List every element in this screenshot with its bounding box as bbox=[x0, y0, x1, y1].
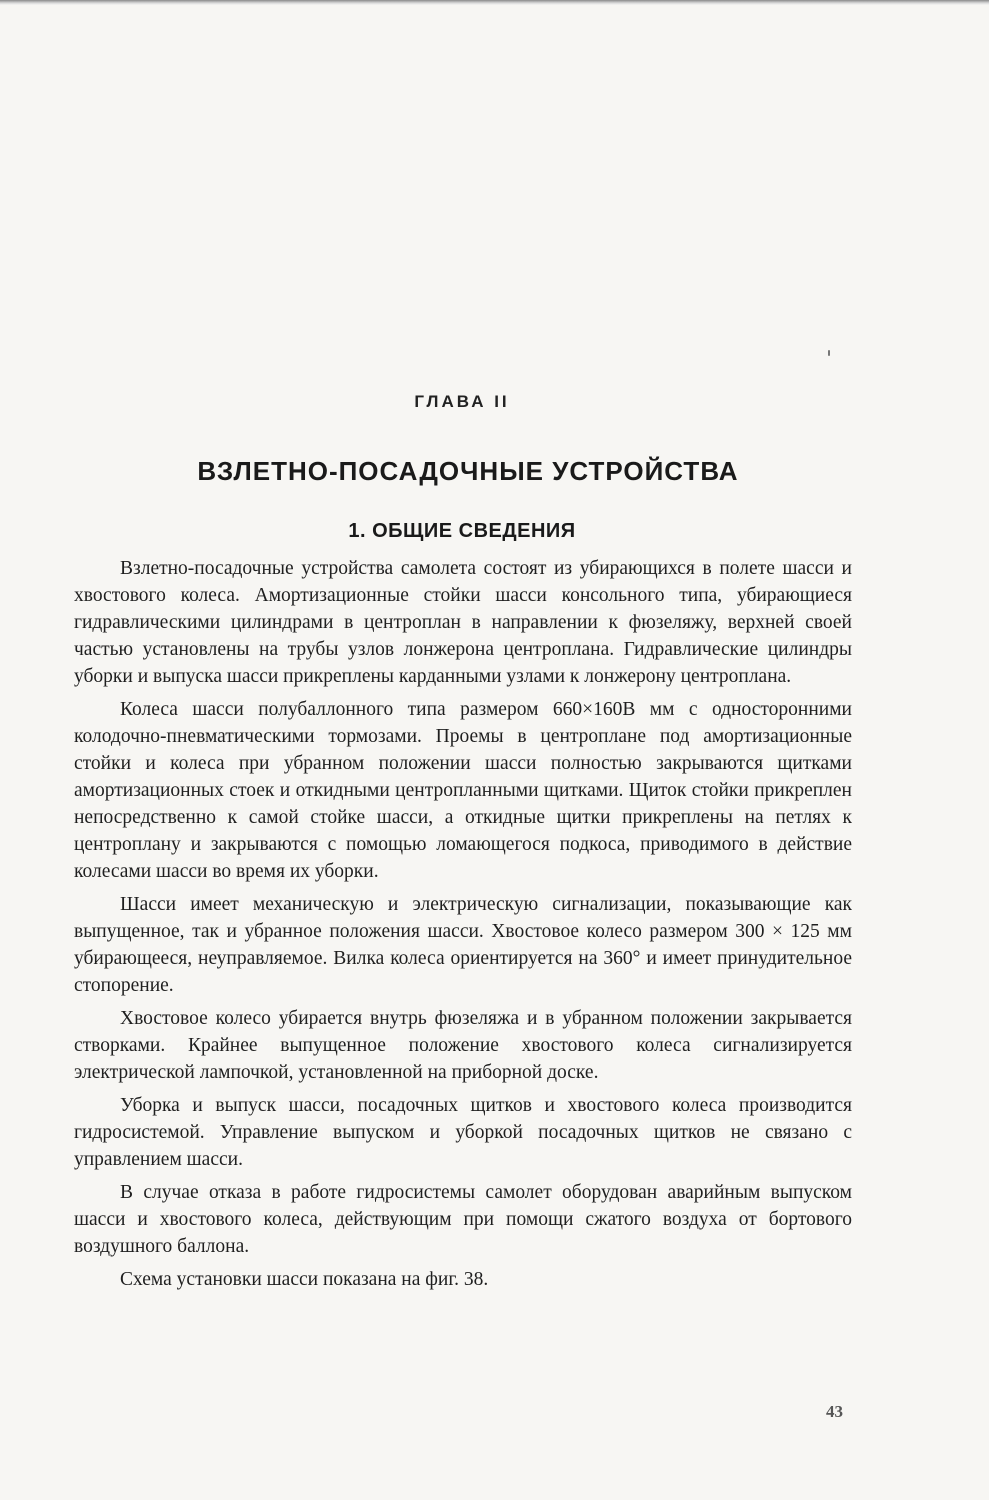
paragraph: Хвостовое колесо убирается внутрь фюзеляжа и в убранном положении закрывается створками. Крайнее выпущенное положение хвостового колеса сигнализируется электрической лампочкой, установленной на приборной доске. bbox=[74, 1008, 852, 1083]
paragraph: В случае отказа в работе гидросистемы самолет оборудован аварийным выпуском шасси и хвостового колеса, действующим при помощи сжатого воздуха от бортового воздушного баллона. bbox=[74, 1182, 852, 1257]
paragraph: Взлетно-посадочные устройства самолета состоят из убирающихся в полете шасси и хвостового колеса. Амортизационные стойки шасси консольного типа, убирающиеся гидравлическими цилиндрами в центроплан в направлении к фюзеляжу, верхней своей частью установлены на трубы узлов лонжерона центроплана. Гидравлические цилиндры уборки и выпуска шасси прикреплены карданными узлами к лонжерону центроплана. bbox=[74, 558, 852, 687]
page-number: 43 bbox=[826, 1402, 843, 1421]
paper-speck bbox=[828, 350, 830, 356]
paragraph: Уборка и выпуск шасси, посадочных щитков и хвостового колеса производится гидросистемой. Управление выпуском и уборкой посадочных щитков не связано с управлением шасси. bbox=[74, 1095, 852, 1170]
chapter-title: ВЗЛЕТНО-ПОСАДОЧНЫЕ УСТРОЙСТВА bbox=[197, 456, 739, 486]
paragraph: Схема установки шасси показана на фиг. 38. bbox=[120, 1269, 489, 1290]
paragraph: Колеса шасси полубаллонного типа размером 660×160В мм с односторонними колодочно-пневматическими тормозами. Проемы в центроплане под амортизационные стойки и колеса при убранном положении шасси полностью закрываются щитками амортизационных стоек и откидными центропланными щитками. Щиток стойки прикреплен непосредственно к самой стойке шасси, а откидные щитки прикреплены на петлях к центроплану и закрываются с помощью ломающегося подкоса, приводимого в действие колесами шасси во время их уборки. bbox=[74, 699, 852, 882]
paragraph: Шасси имеет механическую и электрическую сигнализации, показывающие как выпущенное, так и убранное положения шасси. Хвостовое колесо размером 300 × 125 мм убирающееся, неуправляемое. Вилка колеса ориентируется на 360° и имеет принудительное стопорение. bbox=[74, 894, 852, 996]
section-title: 1. ОБЩИЕ СВЕДЕНИЯ bbox=[348, 520, 576, 542]
body-text bbox=[74, 555, 852, 1299]
chapter-label: ГЛАВА II bbox=[414, 392, 510, 411]
